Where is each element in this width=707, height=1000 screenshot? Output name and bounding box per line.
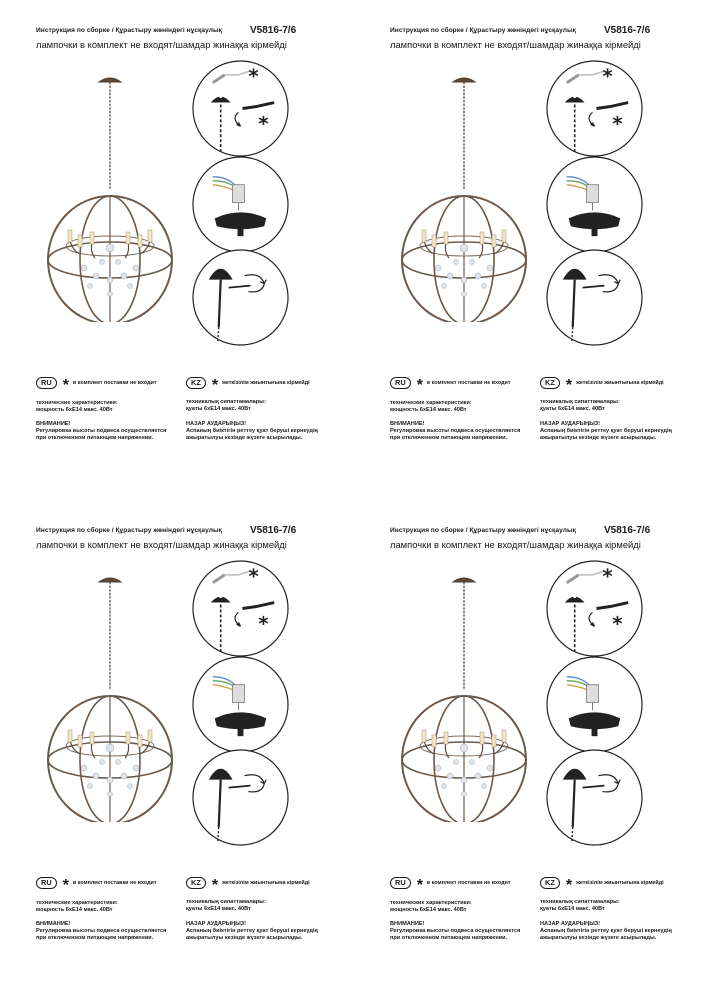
kz-warning <box>186 921 318 942</box>
instruction-title: Инструкция по сборке / Құрастыру жөніндегі нұсқаулық <box>36 527 223 534</box>
ceiling-canopy-screw-step-icon <box>191 559 290 658</box>
instruction-sheet <box>354 500 707 1000</box>
wire-connection-step-icon <box>545 155 644 254</box>
kz-specs-title: техникалық сипаттамалары: <box>540 399 620 405</box>
kz-warning-line: ажыратылуы кезінде жүзеге асырылады. <box>540 435 657 441</box>
ru-not-included-row <box>390 376 511 394</box>
instruction-title: Инструкция по сборке / Құрастыру жөніндегі нұсқаулық <box>390 27 577 34</box>
chandelier-illustration <box>394 572 534 822</box>
kz-warning-title: НАЗАР АУДАРЫҢЫЗ! <box>540 421 601 427</box>
kz-warning-line: Аспаның биіктігін реттеу қуат беруші кернеудің <box>540 928 672 934</box>
svg-text:*: * <box>248 564 259 588</box>
svg-text:*: * <box>612 612 623 636</box>
kz-specs-value: қуаты 6хЕ14 макс. 40Вт <box>186 406 251 412</box>
kz-not-included-text: жеткізілім жиынтығына кірмейді <box>222 380 310 386</box>
ru-not-included-row <box>390 876 511 894</box>
canopy-mounting-step-icon <box>545 248 644 347</box>
kz-specifications <box>186 399 266 413</box>
kz-not-included-text: жеткізілім жиынтығына кірмейді <box>222 880 310 886</box>
model-number: V5816-7/6 <box>604 25 651 36</box>
canopy-mounting-step-icon <box>191 748 290 847</box>
ru-warning-line: Регулировка высоты подвеса осуществляется <box>390 928 521 934</box>
wire-connection-step-icon <box>191 655 290 754</box>
ru-specifications <box>390 400 472 414</box>
bulbs-not-included-note: лампочки в комплект не входят/шамдар жинаққа кірмейді <box>36 539 287 550</box>
chandelier-illustration <box>394 72 534 322</box>
ru-warning-title: ВНИМАНИЕ! <box>36 421 71 427</box>
ru-lang-badge: RU <box>36 877 57 889</box>
ceiling-canopy-screw-step-icon <box>545 59 644 158</box>
instruction-title: Инструкция по сборке / Құрастыру жөніндегі нұсқаулық <box>390 527 577 534</box>
model-number: V5816-7/6 <box>250 525 297 536</box>
kz-lang-badge: KZ <box>540 877 560 889</box>
ru-specifications <box>390 900 472 914</box>
kz-warning-line: ажыратылуы кезінде жүзеге асырылады. <box>186 935 303 941</box>
wire-connection-step-icon <box>545 655 644 754</box>
asterisk-icon: * <box>211 877 219 894</box>
ru-specs-title: технические характеристики: <box>36 400 118 406</box>
asterisk-icon: * <box>62 377 69 394</box>
ru-specs-title: технические характеристики: <box>36 900 118 906</box>
assembly-steps <box>187 555 299 845</box>
kz-warning <box>540 921 672 942</box>
asterisk-icon: * <box>416 877 423 894</box>
ru-warning-line: Регулировка высоты подвеса осуществляется <box>390 428 521 434</box>
instruction-title: Инструкция по сборке / Құрастыру жөніндегі нұсқаулық <box>36 27 223 34</box>
ru-warning <box>390 921 520 942</box>
kz-specifications <box>540 899 620 913</box>
ru-warning-line: при отключенном питающем напряжении. <box>36 435 154 441</box>
svg-text:*: * <box>612 112 623 136</box>
chandelier-illustration <box>40 572 180 822</box>
ru-warning-line: Регулировка высоты подвеса осуществляется <box>36 928 167 934</box>
kz-specs-title: техникалық сипаттамалары: <box>186 899 266 905</box>
ru-lang-badge: RU <box>390 377 411 389</box>
svg-text:*: * <box>248 64 259 88</box>
kz-warning-line: ажыратылуы кезінде жүзеге асырылады. <box>186 435 303 441</box>
assembly-steps <box>541 555 653 845</box>
ru-not-included-text: в комплект поставки не входит <box>72 380 157 386</box>
ru-warning-title: ВНИМАНИЕ! <box>390 421 425 427</box>
ru-lang-badge: RU <box>36 377 57 389</box>
kz-warning-title: НАЗАР АУДАРЫҢЫЗ! <box>540 921 601 927</box>
ru-specs-value: мощность 6хЕ14 макс. 40Вт <box>390 907 467 913</box>
kz-lang-badge: KZ <box>186 377 206 389</box>
model-number: V5816-7/6 <box>604 525 651 536</box>
ru-warning <box>36 421 166 442</box>
kz-warning-title: НАЗАР АУДАРЫҢЫЗ! <box>186 921 247 927</box>
ru-warning-line: при отключенном питающем напряжении. <box>36 935 154 941</box>
ceiling-canopy-screw-step-icon <box>191 59 290 158</box>
asterisk-icon: * <box>565 377 573 394</box>
kz-warning-line: Аспаның биіктігін реттеу қуат беруші кернеудің <box>540 428 672 434</box>
asterisk-icon: * <box>211 377 219 394</box>
kz-lang-badge: KZ <box>540 377 560 389</box>
asterisk-icon: * <box>565 877 573 894</box>
kz-warning-title: НАЗАР АУДАРЫҢЫЗ! <box>186 421 247 427</box>
kz-not-included-text: жеткізілім жиынтығына кірмейді <box>576 880 664 886</box>
instruction-sheet <box>0 500 353 1000</box>
chandelier-illustration <box>40 72 180 322</box>
kz-specs-value: қуаты 6хЕ14 макс. 40Вт <box>540 906 605 912</box>
kz-warning <box>186 421 318 442</box>
ru-not-included-text: в комплект поставки не входит <box>72 880 157 886</box>
asterisk-icon: * <box>62 877 69 894</box>
assembly-steps <box>541 55 653 345</box>
ru-specs-value: мощность 6хЕ14 макс. 40Вт <box>36 407 113 413</box>
ru-warning-line: Регулировка высоты подвеса осуществляется <box>36 428 167 434</box>
wire-connection-step-icon <box>191 155 290 254</box>
ru-warning <box>36 921 166 942</box>
ru-not-included-row <box>36 376 157 394</box>
asterisk-icon: * <box>416 377 423 394</box>
canopy-mounting-step-icon <box>545 748 644 847</box>
svg-text:*: * <box>258 612 269 636</box>
bulbs-not-included-note: лампочки в комплект не входят/шамдар жинаққа кірмейді <box>36 39 287 50</box>
kz-warning-line: ажыратылуы кезінде жүзеге асырылады. <box>540 935 657 941</box>
kz-not-included-row <box>540 376 664 394</box>
ru-specifications <box>36 400 118 414</box>
svg-text:*: * <box>602 64 613 88</box>
svg-text:*: * <box>258 112 269 136</box>
kz-lang-badge: KZ <box>186 877 206 889</box>
ceiling-canopy-screw-step-icon <box>545 559 644 658</box>
kz-specs-value: қуаты 6хЕ14 макс. 40Вт <box>186 906 251 912</box>
model-number: V5816-7/6 <box>250 25 297 36</box>
kz-specifications <box>186 899 266 913</box>
ru-warning <box>390 421 520 442</box>
instruction-sheet <box>0 0 353 500</box>
instruction-sheet <box>354 0 707 500</box>
ru-warning-line: при отключенном питающем напряжении. <box>390 435 508 441</box>
kz-not-included-text: жеткізілім жиынтығына кірмейді <box>576 380 664 386</box>
kz-specifications <box>540 399 620 413</box>
canopy-mounting-step-icon <box>191 248 290 347</box>
ru-lang-badge: RU <box>390 877 411 889</box>
kz-not-included-row <box>186 876 310 894</box>
ru-specs-title: технические характеристики: <box>390 400 472 406</box>
ru-warning-line: при отключенном питающем напряжении. <box>390 935 508 941</box>
ru-specs-title: технические характеристики: <box>390 900 472 906</box>
svg-text:*: * <box>602 564 613 588</box>
ru-specifications <box>36 900 118 914</box>
kz-not-included-row <box>186 376 310 394</box>
ru-not-included-text: в комплект поставки не входит <box>426 880 511 886</box>
ru-not-included-text: в комплект поставки не входит <box>426 380 511 386</box>
kz-specs-title: техникалық сипаттамалары: <box>186 399 266 405</box>
kz-specs-value: қуаты 6хЕ14 макс. 40Вт <box>540 406 605 412</box>
ru-warning-title: ВНИМАНИЕ! <box>390 921 425 927</box>
assembly-steps <box>187 55 299 345</box>
kz-specs-title: техникалық сипаттамалары: <box>540 899 620 905</box>
ru-warning-title: ВНИМАНИЕ! <box>36 921 71 927</box>
kz-warning-line: Аспаның биіктігін реттеу қуат беруші кернеудің <box>186 428 318 434</box>
kz-warning-line: Аспаның биіктігін реттеу қуат беруші кернеудің <box>186 928 318 934</box>
ru-specs-value: мощность 6хЕ14 макс. 40Вт <box>36 907 113 913</box>
ru-specs-value: мощность 6хЕ14 макс. 40Вт <box>390 407 467 413</box>
bulbs-not-included-note: лампочки в комплект не входят/шамдар жинаққа кірмейді <box>390 39 641 50</box>
kz-not-included-row <box>540 876 664 894</box>
bulbs-not-included-note: лампочки в комплект не входят/шамдар жинаққа кірмейді <box>390 539 641 550</box>
ru-not-included-row <box>36 876 157 894</box>
kz-warning <box>540 421 672 442</box>
